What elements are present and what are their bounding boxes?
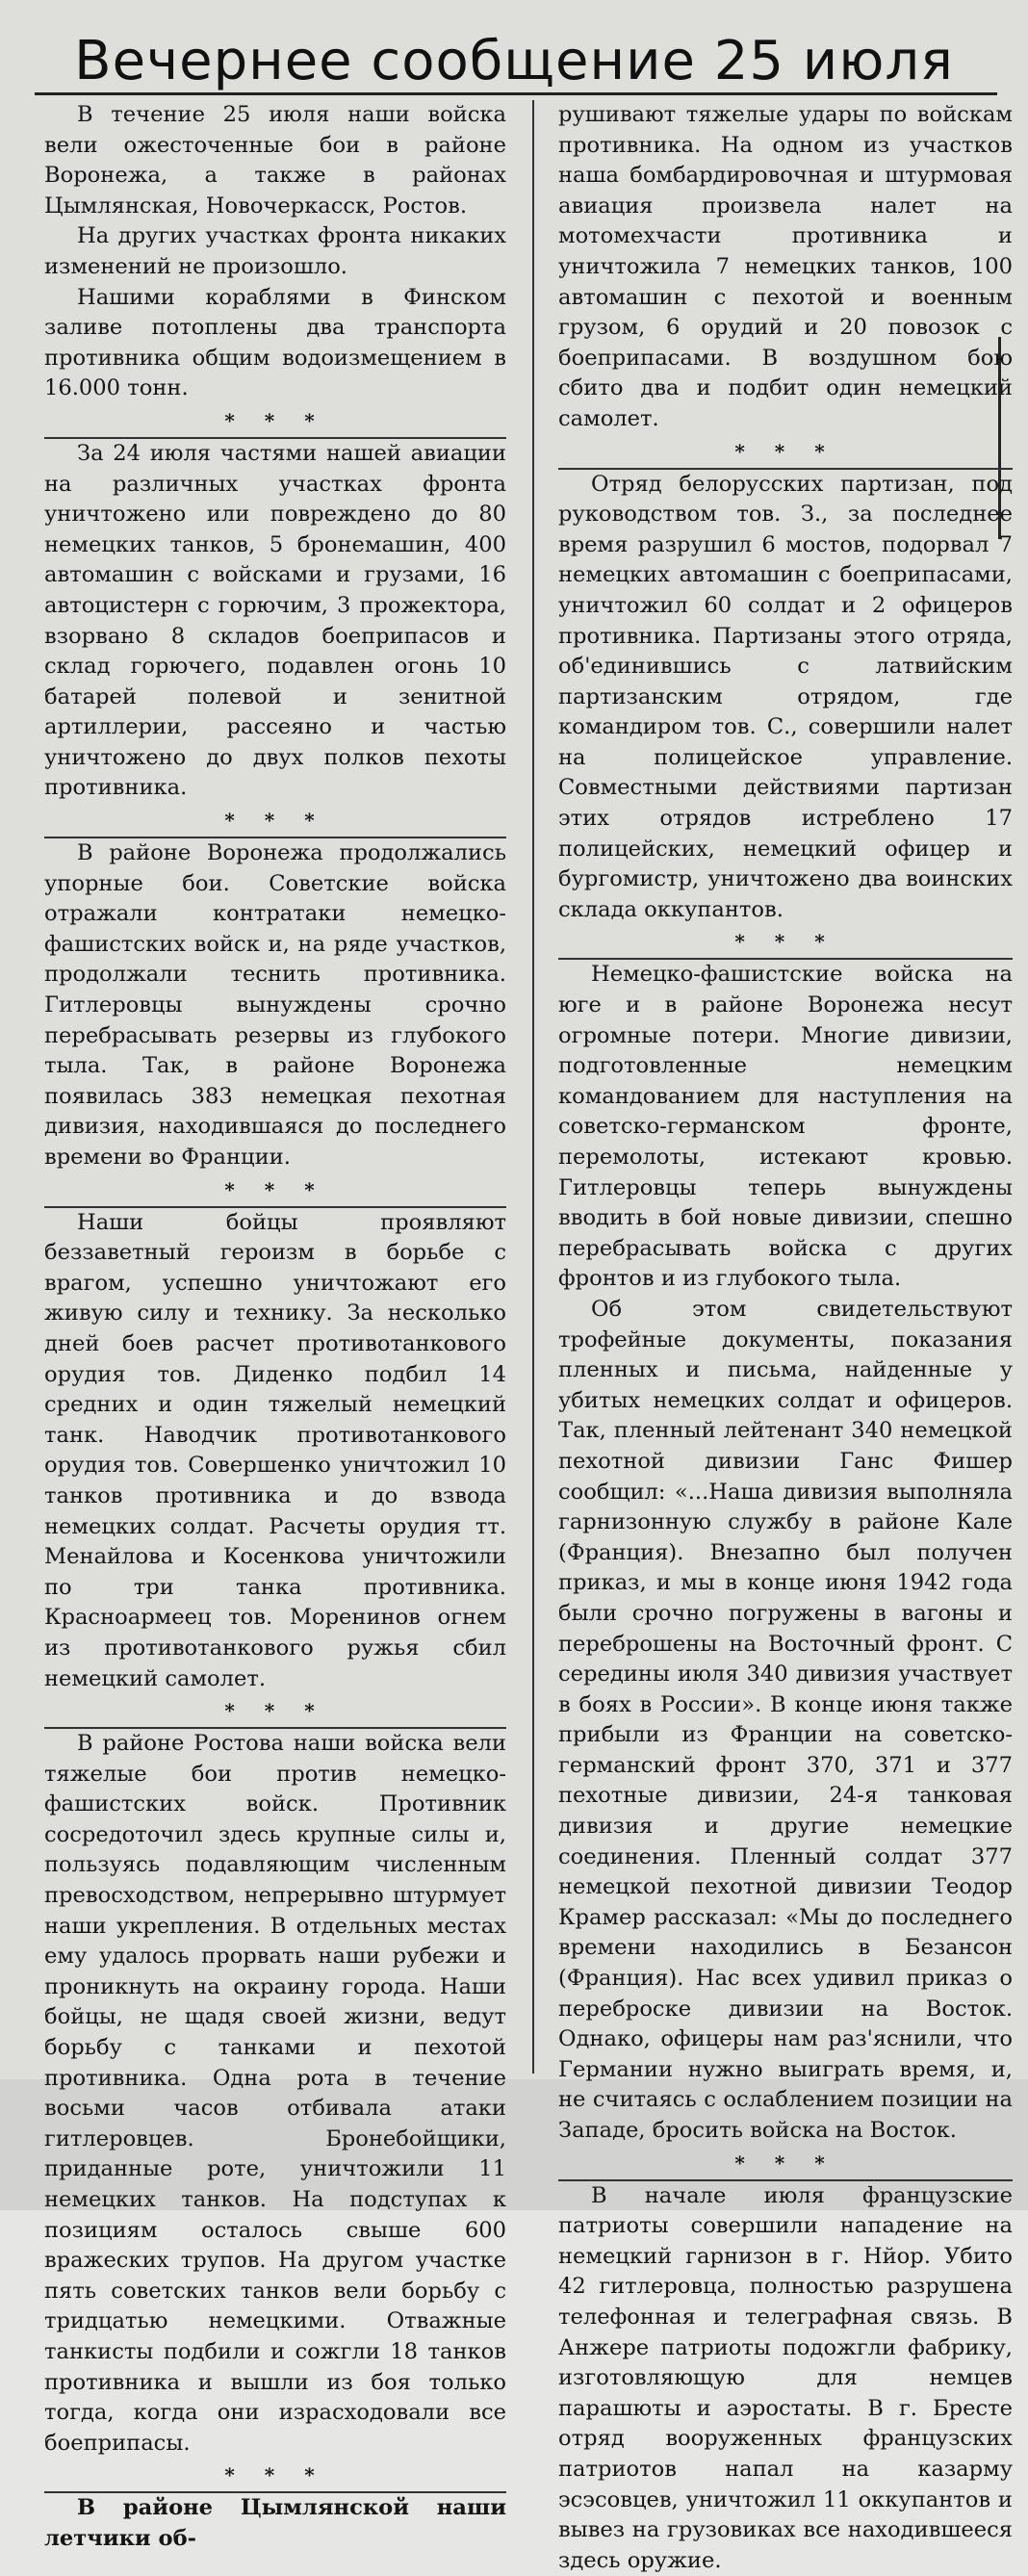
section-separator: * * * (224, 809, 326, 833)
paragraph: Немецко-фашистские войска на юге и в районе Воронежа несут огромные потери. Многие дивизии, подготовленные немецким командованием для наступления на советско-германском фронте, перемолоты, истекают кровью. Гитлеровцы теперь вынуждены вводить в бой новые дивизии, спешно перебрасывать войска с других фронтов и из глубокого тыла. (558, 962, 1013, 1292)
paragraph: рушивают тяжелые удары по войскам противника. На одном из участков наша бомбардировочная и штурмовая авиация произвела налет на мотомехчасти противника и уничтожила 7 немецких танков, 100 автомашин с пехотой и военным грузом, 6 орудий и 20 повозок с боеприпасами. В воздушном бою сбито два и подбит один немецкий самолет. (558, 102, 1013, 431)
article-title: Вечернее сообщение 25 июля (74, 30, 954, 92)
section-separator: * * * (224, 1177, 326, 1201)
paragraph: За 24 июля частями нашей авиации на различных участках фронта уничтожено или повреждено до 80 немецких танков, 5 бронемашин, 400 автомашин с войсками и грузами, 16 автоцистерн с горючим, 3 прожектора, взорвано 8 складов боеприпасов и склад горючего, подавлен огонь 10 батарей полевой и зенитной артиллерии, рассеяно и частью уничтожено до двух полков пехоты противника. (44, 440, 506, 801)
news-item-7 (558, 470, 1013, 926)
paragraph: Отряд белорусских партизан, под руководством тов. З., за последнее время разрушил 6 мостов, подорвал 7 немецких автомашин с боеприпасами, уничтожил 60 солдат и 2 офицеров противника. Партизаны этого отряда, об'единившись с латвийским партизанским отрядом, где командиром тов. С., совершили налет на полицейское управление. Совместными действиями партизан этих отрядов истреблено 17 полицейских, немецкий офицер и бургомистр, уничтожено два воинских склада оккупантов. (558, 471, 1013, 922)
right-column (558, 100, 1013, 2576)
paragraph: В начале июля французские патриоты совершили нападение на немецкий гарнизон в г. Нйор. Убито 42 гитлеровца, полностью разрушена телефонная и телеграфная связь. В Анжере патриоты подожгли фабрику, изготовляющую для немцев парашюты и аэростаты. В г. Бресте отряд вооруженных французских патриотов напал на казарму эсэсовцев, уничтожил 11 оккупантов и вывез на грузовиках все находившееся здесь оружие. (558, 2182, 1013, 2573)
news-item-1 (44, 100, 506, 404)
section-separator: * * * (224, 408, 326, 432)
news-item-8 (558, 960, 1013, 2146)
paragraph: Нашими кораблями в Финском заливе потоплены два транспорта противника общим водоизмещением в 16.000 тонн. (44, 284, 506, 401)
section-separator: * * * (224, 1699, 326, 1723)
column-divider (532, 100, 534, 2074)
section-separator: * * * (734, 439, 836, 463)
news-item-4 (44, 1208, 506, 1695)
news-item-6 (44, 2493, 506, 2554)
news-item-6-continued (558, 100, 1013, 435)
news-item-5 (44, 1729, 506, 2459)
section-separator: * * * (734, 2151, 836, 2175)
paragraph: Наши бойцы проявляют беззаветный героизм в борьбе с врагом, успешно уничтожают его живую силу и технику. За несколько дней боев расчет противотанкового орудия тов. Диденко подбил 14 средних и один тяжелый немецкий танк. Наводчик противотанкового орудия тов. Совершенко уничтожил 10 танков противника и до взвода немецких солдат. Расчеты орудия тт. Менайлова и Косенкова уничтожили по три танка противника. Красноармеец тов. Моренинов огнем из противотанкового ружья сбил немецкий самолет. (44, 1209, 506, 1691)
news-item-3 (44, 838, 506, 1173)
section-separator: * * * (734, 930, 836, 954)
paragraph: В течение 25 июля наши войска вели ожесточенные бои в районе Воронежа, а также в районах Цымлянская, Новочеркасск, Ростов. (44, 102, 506, 219)
news-item-9 (558, 2181, 1013, 2576)
paragraph: В районе Воронежа продолжались упорные бои. Советские войска отражали контратаки немецко-фашистских войск и, на ряде участков, продолжали теснить противника. Гитлеровцы вынуждены срочно перебрасывать резервы из глубокого тыла. Так, в районе Воронежа появилась 383 немецкая пехотная дивизия, находившаяся до последнего времени во Франции. (44, 840, 506, 1170)
paragraph: В районе Ростова наши войска вели тяжелые бои против немецко-фашистских войск. Противник сосредоточил здесь крупные силы и, пользуясь подавляющим численным превосходством, непрерывно штурмует наши укрепления. В отдельных местах ему удалось прорвать наши рубежи и проникнуть на окраину города. Наши бойцы, не щадя своей жизни, ведут борьбу с танками и пехотой противника. Одна рота в течение восьми часов отбивала атаки гитлеровцев. Бронебойщики, приданные роте, уничтожили 11 немецких танков. На подступах к позициям осталось свыше 600 вражеских трупов. На другом участке пять советских танков вели борьбу с тридцатью немецкими. Отважные танкисты подбили и сожгли 18 танков противника и вышли из боя только тогда, когда они израсходовали все боеприпасы. (44, 1731, 506, 2456)
left-column (44, 100, 506, 2555)
news-item-2 (44, 439, 506, 804)
paragraph: В районе Цымлянской наши летчики об- (44, 2495, 506, 2551)
title-rule (35, 92, 997, 95)
section-separator: * * * (224, 2463, 326, 2487)
paragraph: На других участках фронта никаких изменений не произошло. (44, 223, 506, 279)
paragraph: Об этом свидетельствуют трофейные документы, показания пленных и письма, найденные у убитых немецких солдат и офицеров. Так, пленный лейтенант 340 немецкой пехотной дивизии Ганс Фишер сообщил: «...Наша дивизия выполняла гарнизонную службу в районе Кале (Франция). Внезапно был получен приказ, и мы в конце июня 1942 года были срочно погружены в вагоны и переброшены на Восточный фронт. С середины июля 340 дивизия участвует в боях в России». В конце июня также прибыли из Франции на советско-германский фронт 370, 371 и 377 пехотные дивизии, 24-я танковая дивизия и другие немецкие соединения. Пленный солдат 377 немецкой пехотной дивизии Теодор Крамер рассказал: «Мы до последнего времени находились в Безансон (Франция). Нас всех удивил приказ о переброске дивизии на Восток. Однако, офицеры нам раз'яснили, что Германии нужно выиграть время, и, не считаясь с ослаблением позиции на Западе, бросить войска на Восток. (558, 1296, 1013, 2143)
